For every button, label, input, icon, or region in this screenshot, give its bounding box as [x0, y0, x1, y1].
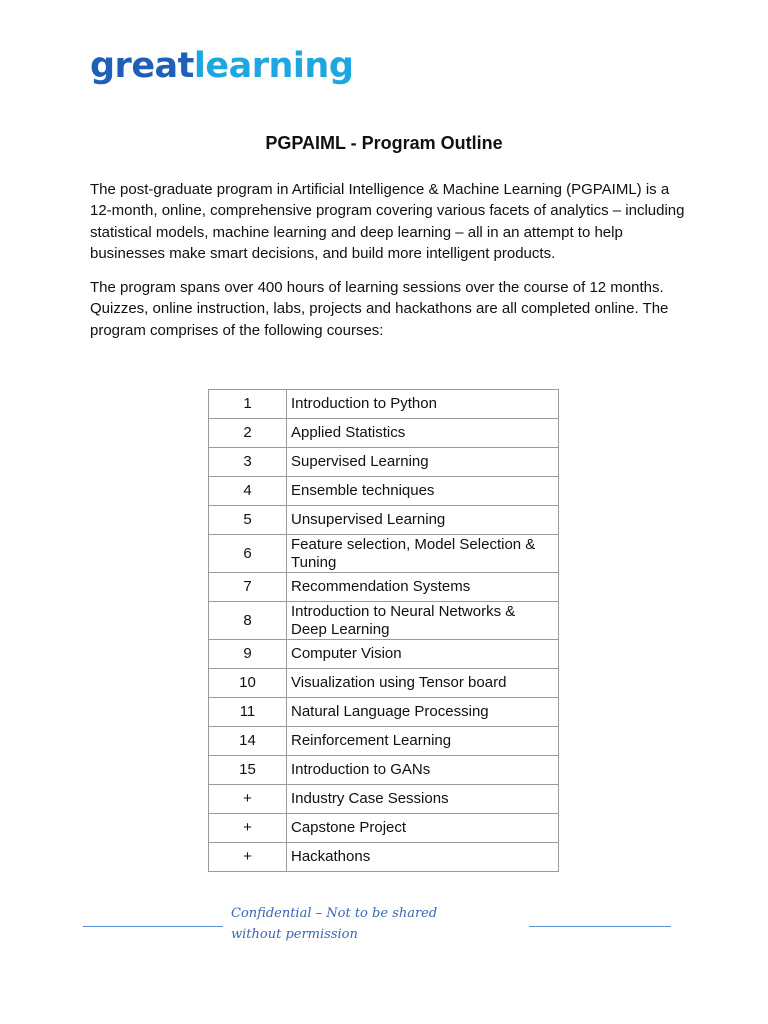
- course-name: Computer Vision: [287, 640, 559, 669]
- course-name: Unsupervised Learning: [287, 506, 559, 535]
- course-number: 4: [209, 477, 287, 506]
- course-number: 3: [209, 448, 287, 477]
- table-row: [209, 506, 559, 535]
- course-number: 5: [209, 506, 287, 535]
- course-name: Supervised Learning: [287, 448, 559, 477]
- table-row: [209, 573, 559, 602]
- table-row: [209, 477, 559, 506]
- course-number: 8: [209, 602, 287, 640]
- footer-divider-left: [83, 926, 223, 927]
- course-name: Introduction to GANs: [287, 756, 559, 785]
- course-number: +: [209, 843, 287, 872]
- course-number: 9: [209, 640, 287, 669]
- course-number: 2: [209, 419, 287, 448]
- course-number: +: [209, 785, 287, 814]
- course-number: 11: [209, 698, 287, 727]
- table-row: [209, 843, 559, 872]
- course-number: 6: [209, 535, 287, 573]
- table-row: [209, 602, 559, 640]
- course-table: [208, 389, 559, 872]
- course-name: Feature selection, Model Selection & Tuning: [287, 535, 559, 573]
- course-name: Hackathons: [287, 843, 559, 872]
- logo-word-great: great: [90, 46, 194, 86]
- program-paragraph: The program spans over 400 hours of learning sessions over the course of 12 months. Quizzes, online instruction, labs, projects and hackathons are all completed online. The program comprises of the following courses:: [90, 279, 669, 339]
- course-name: Introduction to Python: [287, 390, 559, 419]
- table-row: [209, 535, 559, 573]
- table-row: [209, 727, 559, 756]
- confidential-notice: Confidential – Not to be shared without permission: [231, 906, 438, 942]
- course-number: 15: [209, 756, 287, 785]
- table-row: [209, 448, 559, 477]
- greatlearning-logo: [90, 40, 353, 92]
- table-row: [209, 419, 559, 448]
- course-name: Reinforcement Learning: [287, 727, 559, 756]
- table-row: [209, 756, 559, 785]
- course-name: Capstone Project: [287, 814, 559, 843]
- intro-paragraph: The post-graduate program in Artificial Intelligence & Machine Learning (PGPAIML) is a 12-month, online, comprehensive program covering various facets of analytics – including statistical models, machine learning and deep learning – all in an attempt to help businesses make smart decisions, and build more intelligent products.: [90, 181, 685, 262]
- table-row: [209, 390, 559, 419]
- course-name: Industry Case Sessions: [287, 785, 559, 814]
- table-row: [209, 785, 559, 814]
- course-name: Visualization using Tensor board: [287, 669, 559, 698]
- course-name: Ensemble techniques: [287, 477, 559, 506]
- course-name: Recommendation Systems: [287, 573, 559, 602]
- table-row: [209, 669, 559, 698]
- table-row: [209, 814, 559, 843]
- course-number: 1: [209, 390, 287, 419]
- course-number: 10: [209, 669, 287, 698]
- footer-divider-right: [529, 926, 671, 927]
- course-name: Applied Statistics: [287, 419, 559, 448]
- course-number: 7: [209, 573, 287, 602]
- page-title: PGPAIML - Program Outline: [265, 133, 503, 153]
- logo-word-learning: learning: [193, 46, 354, 86]
- course-number: +: [209, 814, 287, 843]
- table-row: [209, 640, 559, 669]
- course-name: Introduction to Neural Networks & Deep Learning: [287, 602, 559, 640]
- course-number: 14: [209, 727, 287, 756]
- table-row: [209, 698, 559, 727]
- course-name: Natural Language Processing: [287, 698, 559, 727]
